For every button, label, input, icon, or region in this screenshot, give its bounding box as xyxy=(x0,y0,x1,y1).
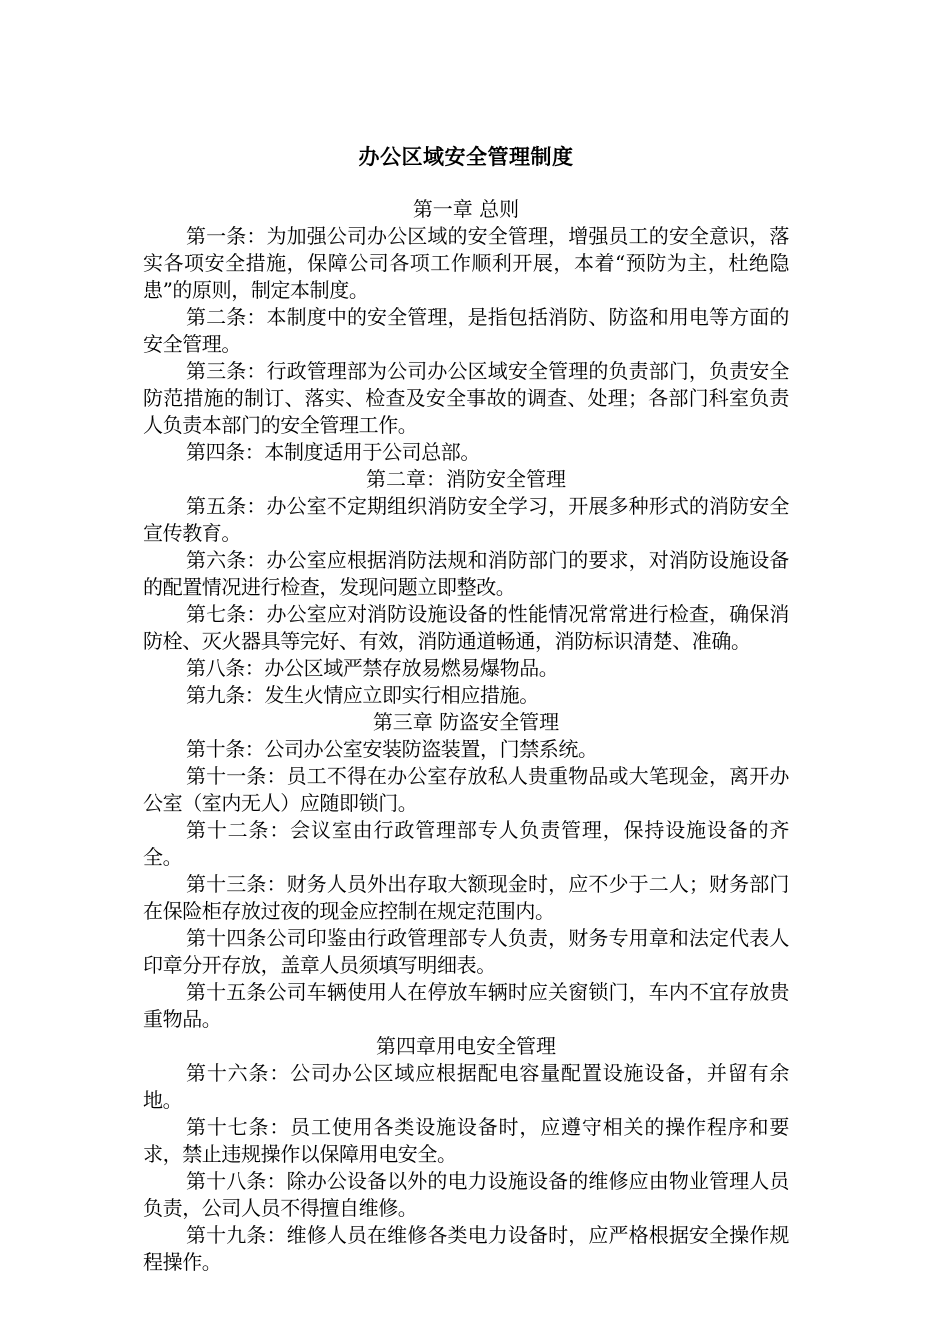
chapter-heading: 第三章 防盗安全管理 xyxy=(372,710,560,734)
chapter-3 xyxy=(143,709,789,1033)
article-9: 第九条：发生火情应立即实行相应措施。 xyxy=(186,683,539,707)
article-10: 第十条：公司办公室安装防盗装置，门禁系统。 xyxy=(186,737,598,761)
article-3: 第三条：行政管理部为公司办公区域安全管理的负责部门，负责安全防范措施的制订、落实、检查及安全事故的调查、处理；各部门科室负责人负责本部门的安全管理工作。 xyxy=(143,359,789,437)
article-17: 第十七条：员工使用各类设施设备时，应遵守相关的操作程序和要求，禁止违规操作以保障用电安全。 xyxy=(143,1115,789,1166)
article-4: 第四条：本制度适用于公司总部。 xyxy=(186,440,480,464)
article-16: 第十六条：公司办公区域应根据配电容量配置设施设备，并留有余地。 xyxy=(143,1061,789,1112)
chapter-2 xyxy=(143,466,789,709)
article-19: 第十九条：维修人员在维修各类电力设备时，应严格根据安全操作规程操作。 xyxy=(143,1223,789,1274)
chapter-4 xyxy=(143,1033,789,1276)
article-6: 第六条：办公室应根据消防法规和消防部门的要求，对消防设施设备的配置情况进行检查，发现问题立即整改。 xyxy=(143,548,789,599)
chapter-1 xyxy=(143,196,789,466)
article-13: 第十三条：财务人员外出存取大额现金时，应不少于二人；财务部门在保险柜存放过夜的现金应控制在规定范围内。 xyxy=(143,872,789,923)
article-8: 第八条：办公区域严禁存放易燃易爆物品。 xyxy=(186,656,559,680)
article-12: 第十二条：会议室由行政管理部专人负责管理，保持设施设备的齐全。 xyxy=(143,818,789,869)
chapter-heading: 第一章 总则 xyxy=(412,197,520,221)
document-page xyxy=(143,142,789,1276)
article-1: 第一条：为加强公司办公区域的安全管理，增强员工的安全意识，落实各项安全措施，保障公司各项工作顺利开展，本着“预防为主，杜绝隐患”的原则，制定本制度。 xyxy=(143,224,789,302)
document-title: 办公区域安全管理制度 xyxy=(358,144,574,169)
chapter-heading: 第四章用电安全管理 xyxy=(376,1034,556,1058)
article-2: 第二条：本制度中的安全管理，是指包括消防、防盗和用电等方面的安全管理。 xyxy=(143,305,789,356)
article-18: 第十八条：除办公设备以外的电力设施设备的维修应由物业管理人员负责，公司人员不得擅自维修。 xyxy=(143,1169,789,1220)
article-15: 第十五条公司车辆使用人在停放车辆时应关窗锁门，车内不宜存放贵重物品。 xyxy=(143,980,789,1031)
chapter-heading: 第二章：消防安全管理 xyxy=(366,467,566,491)
article-5: 第五条：办公室不定期组织消防安全学习，开展多种形式的消防安全宣传教育。 xyxy=(143,494,789,545)
article-14: 第十四条公司印鉴由行政管理部专人负责，财务专用章和法定代表人印章分开存放，盖章人员须填写明细表。 xyxy=(143,926,789,977)
article-7: 第七条：办公室应对消防设施设备的性能情况常常进行检查，确保消防栓、灭火器具等完好、有效，消防通道畅通，消防标识清楚、准确。 xyxy=(143,602,789,653)
article-11: 第十一条：员工不得在办公室存放私人贵重物品或大笔现金，离开办公室（室内无人）应随即锁门。 xyxy=(143,764,789,815)
